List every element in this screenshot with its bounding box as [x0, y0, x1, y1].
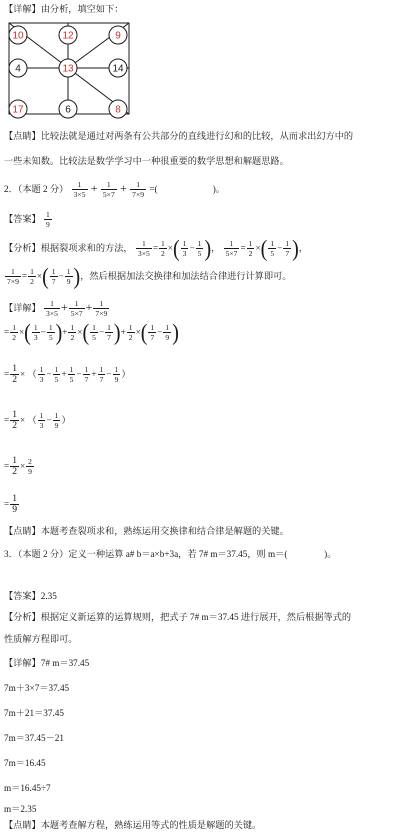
- q2-comment: 【点睛】本题考查裂项求和，熟练运用交换律和结合律是解题的关键。: [4, 526, 289, 537]
- grid-node-value: 12: [62, 30, 74, 42]
- q2-analysis-1: 【分析】根据裂项求和的方法， $\frac{1}{3\times 5}$ = $\frac{1}{2}$ ×( $\frac{1}{3}$ − $\frac{1}{5}$ )， $\frac{1}{5\times 7}$ = $\frac{1}{2}$ ×( $\frac{1}{5}$ − $\frac{1}{7}$ )，: [4, 236, 308, 262]
- q3-answer: 【答案】2.35: [4, 591, 57, 601]
- plus-sign: +: [90, 181, 98, 195]
- plus-sign: +: [120, 181, 127, 195]
- q2-stem: [4, 177, 225, 200]
- grid-node-value: 6: [65, 104, 71, 116]
- magic-grid-figure: [8, 22, 138, 126]
- grid-node-value: 10: [12, 30, 24, 42]
- grid-node-value: 9: [115, 30, 121, 42]
- q2-prefix: 2．（本题 2 分）: [4, 184, 69, 194]
- grid-node-value: 17: [12, 104, 24, 116]
- q3-step-2: 7m＋21＝37.45: [4, 708, 64, 718]
- q3-stem: 3．（本题 2 分）定义一种运算 a# b＝a×b+3a，若 7# m＝37.45，则 m＝( )。: [4, 549, 337, 559]
- detail-line: 【详解】由分析，填空如下：: [4, 4, 124, 15]
- q2-analysis-2: $\frac{1}{7\times 9}$ = $\frac{1}{2}$ ×( $\frac{1}{7}$ − $\frac{1}{9}$ )，然后根据加法交换律和加法结合律进行计算即可。: [7, 264, 292, 290]
- q2-answer-frac: $\frac{1}{9}$: [46, 210, 50, 230]
- q3-step-5: m＝16.45÷7: [4, 783, 51, 793]
- q2-answer: 【答案】 $\frac{1}{9}$: [4, 210, 50, 230]
- grid-node-value: 4: [15, 63, 21, 75]
- q2-detail-2: = $\frac{1}{2}$ ×( $\frac{1}{3}$ − $\frac{1}{5}$ )+ $\frac{1}{2}$ ×( $\frac{1}{5}$ − $\frac{1}{7}$ )+ $\frac{1}{2}$ ×( $\frac{1}{7}$ − $\frac{1}{9}$ ): [4, 320, 179, 346]
- q2-frac-1: $\frac{1}{3\times 5}$: [73, 180, 86, 200]
- q2-detail-1: 【详解】 $\frac{1}{3\times 5}$ + $\frac{1}{5\times 7}$ + $\frac{1}{7\times 9}$: [4, 299, 108, 319]
- comment-1: 【点睛】比较法就是通过对两条有公共部分的直线进行幻和的比较，从而求出幻方中的: [4, 131, 354, 142]
- q2-detail-6: = $\frac{1}{9}$: [4, 493, 17, 516]
- q3-step-4: 7m＝16.45: [4, 758, 46, 768]
- q2-frac-2: $\frac{1}{5\times 7}$: [102, 180, 115, 200]
- q2-detail-4: = $\frac{1}{2}$ × （ $\frac{1}{3}$ − $\frac{1}{9}$ ）: [4, 409, 71, 432]
- grid-node-value: 14: [112, 63, 124, 75]
- comment-2: 一些未知数。比较法是数学学习中一种很重要的数学思想和解题思路。: [4, 156, 289, 167]
- q2-blank: =( )。: [149, 184, 225, 194]
- q2-detail-3: = $\frac{1}{2}$ × （ $\frac{1}{3}$ − $\frac{1}{5}$ + $\frac{1}{5}$ − $\frac{1}{7}$ + $\frac{1}{7}$ − $\frac{1}{9}$ ）: [4, 363, 131, 386]
- grid-node-value: 8: [115, 104, 121, 116]
- q3-step-3: 7m＝37.45－21: [4, 733, 64, 743]
- q3-comment: 【点睛】本题考查解方程，熟练运用等式的性质是解题的关键。: [4, 820, 262, 831]
- q3-step-1: 7m＋3×7＝37.45: [4, 683, 70, 693]
- q2-frac-3: $\frac{1}{7\times 9}$: [132, 180, 145, 200]
- q3-detail: 【详解】7# m＝37.45: [4, 658, 90, 668]
- q3-analysis-1: 【分析】根据定义新运算的运算规则，把式子 7# m＝37.45 进行展开，然后根据等式的: [4, 612, 352, 622]
- q3-step-6: m＝2.35: [4, 804, 37, 814]
- grid-node-value: 13: [62, 63, 74, 75]
- q3-analysis-2: 性质解方程即可。: [4, 634, 78, 645]
- q2-detail-5: = $\frac{1}{2}$ × $\frac{2}{9}$: [4, 455, 32, 478]
